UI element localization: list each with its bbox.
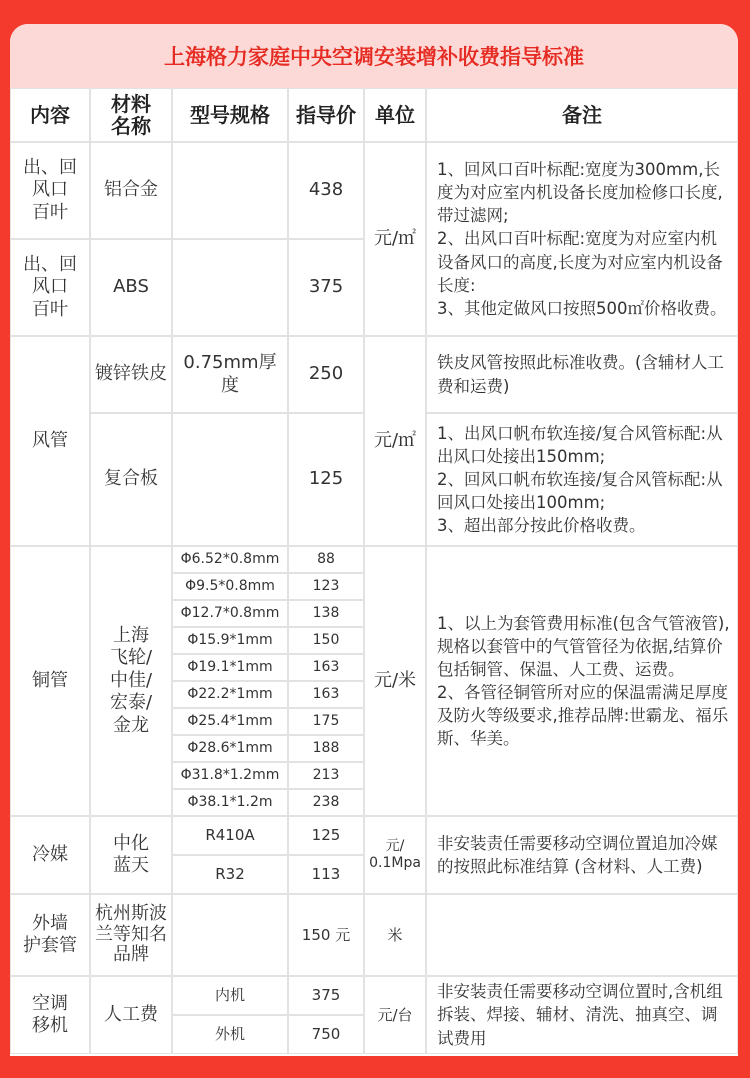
duct-price-1: 250	[288, 336, 364, 413]
copper-model-cell: Φ38.1*1.2m	[172, 789, 288, 816]
vent-unit: 元/㎡	[364, 142, 426, 336]
duct-remark-2	[426, 413, 738, 546]
vent-material-2: ABS	[90, 239, 172, 336]
move-remark: 非安装责任需要移动空调位置时,含机组拆装、焊接、辅材、清洗、抽真空、调试费用	[426, 976, 738, 1054]
header-content: 内容	[10, 88, 90, 142]
vent-content-2: 出、回 风口 百叶	[10, 239, 90, 336]
wall-content: 外墙 护套管	[10, 894, 90, 976]
duct-unit: 元/㎡	[364, 336, 426, 546]
copper-price-cell: 175	[288, 708, 364, 735]
copper-model-cell: Φ28.6*1mm	[172, 735, 288, 762]
vent-material-1: 铝合金	[90, 142, 172, 239]
copper-content: 铜管	[10, 546, 90, 816]
duct-model-1: 0.75mm厚度	[172, 336, 288, 413]
copper-remark-line-2: 2、各管径铜管所对应的保温需满足厚度及防火等级要求,推荐品牌:世霸龙、福乐斯、华美。	[437, 683, 729, 749]
refrigerant-remark: 非安装责任需要移动空调位置追加冷媒的按照此标准结算 (含材料、人工费)	[426, 816, 738, 894]
vent-remark-line-3: 3、其他定做风口按照500㎡价格收费。	[437, 298, 727, 318]
duct-remark-line-2: 2、回风口帆布软连接/复合风管标配:从回风口处接出100mm;	[437, 469, 723, 513]
header-remark: 备注	[426, 88, 738, 142]
copper-price-cell: 163	[288, 681, 364, 708]
refrigerant-model-1: R410A	[172, 816, 288, 855]
wall-remark	[426, 894, 738, 976]
header-model: 型号规格	[172, 88, 288, 142]
copper-model-cell: Φ9.5*0.8mm	[172, 573, 288, 600]
header-material: 材料 名称	[90, 88, 172, 142]
move-model-1: 内机	[172, 976, 288, 1015]
copper-model-cell: Φ31.8*1.2mm	[172, 762, 288, 789]
vent-model-2	[172, 239, 288, 336]
refrigerant-material: 中化 蓝天	[90, 816, 172, 894]
refrigerant-unit: 元/ 0.1Mpa	[364, 816, 426, 894]
vent-price-1: 438	[288, 142, 364, 239]
copper-model-cell: Φ6.52*0.8mm	[172, 546, 288, 573]
copper-model-cell: Φ19.1*1mm	[172, 654, 288, 681]
vent-model-1	[172, 142, 288, 239]
copper-model-cell: Φ22.2*1mm	[172, 681, 288, 708]
copper-price-cell: 88	[288, 546, 364, 573]
copper-model-cell: Φ15.9*1mm	[172, 627, 288, 654]
header-price: 指导价	[288, 88, 364, 142]
copper-price-cell: 188	[288, 735, 364, 762]
refrigerant-price-1: 125	[288, 816, 364, 855]
price-table	[10, 88, 738, 1056]
refrigerant-model-2: R32	[172, 855, 288, 894]
duct-model-2	[172, 413, 288, 546]
wall-unit: 米	[364, 894, 426, 976]
copper-price-cell: 213	[288, 762, 364, 789]
copper-price-cell: 163	[288, 654, 364, 681]
refrigerant-content: 冷媒	[10, 816, 90, 894]
copper-price-cell: 238	[288, 789, 364, 816]
copper-model-cell: Φ12.7*0.8mm	[172, 600, 288, 627]
duct-content: 风管	[10, 336, 90, 546]
copper-price-cell: 150	[288, 627, 364, 654]
copper-unit: 元/米	[364, 546, 426, 816]
move-price-2: 750	[288, 1015, 364, 1054]
duct-material-1: 镀锌铁皮	[90, 336, 172, 413]
move-model-2: 外机	[172, 1015, 288, 1054]
duct-remark-1: 铁皮风管按照此标准收费。(含辅材人工费和运费)	[426, 336, 738, 413]
copper-price-cell: 123	[288, 573, 364, 600]
duct-material-2: 复合板	[90, 413, 172, 546]
copper-model-cell: Φ25.4*1mm	[172, 708, 288, 735]
wall-price: 150 元	[288, 894, 364, 976]
move-unit: 元/台	[364, 976, 426, 1054]
duct-remark-line-1: 1、出风口帆布软连接/复合风管标配:从出风口处接出150mm;	[437, 423, 723, 466]
vent-remark-line-1: 1、回风口百叶标配:宽度为300mm,长度为对应室内机设备长度加检修口长度,带过滤网;	[437, 160, 723, 226]
move-material: 人工费	[90, 976, 172, 1054]
refrigerant-price-2: 113	[288, 855, 364, 894]
wall-model	[172, 894, 288, 976]
duct-price-2: 125	[288, 413, 364, 546]
duct-remark-line-3: 3、超出部分按此价格收费。	[437, 516, 646, 536]
vent-content-1: 出、回 风口 百叶	[10, 142, 90, 239]
copper-remark-line-1: 1、以上为套管费用标准(包含气管液管),规格以套管中的气管管径为依据,结算价包括铜管、保温、人工费、运费。	[437, 613, 730, 679]
vent-remark-line-2: 2、出风口百叶标配:宽度为对应室内机设备风口的高度,长度为对应室内机设备长度:	[437, 229, 723, 295]
copper-price-cell: 138	[288, 600, 364, 627]
header-unit: 单位	[364, 88, 426, 142]
copper-material: 上海 飞轮/ 中佳/ 宏泰/ 金龙	[90, 546, 172, 816]
wall-material: 杭州斯波 兰等知名 品牌	[90, 894, 172, 976]
page-title: 上海格力家庭中央空调安装增补收费指导标准	[10, 24, 738, 88]
move-content: 空调 移机	[10, 976, 90, 1054]
vent-price-2: 375	[288, 239, 364, 336]
vent-remark	[426, 142, 738, 336]
copper-remark	[426, 546, 738, 816]
price-card	[10, 24, 738, 1056]
move-price-1: 375	[288, 976, 364, 1015]
